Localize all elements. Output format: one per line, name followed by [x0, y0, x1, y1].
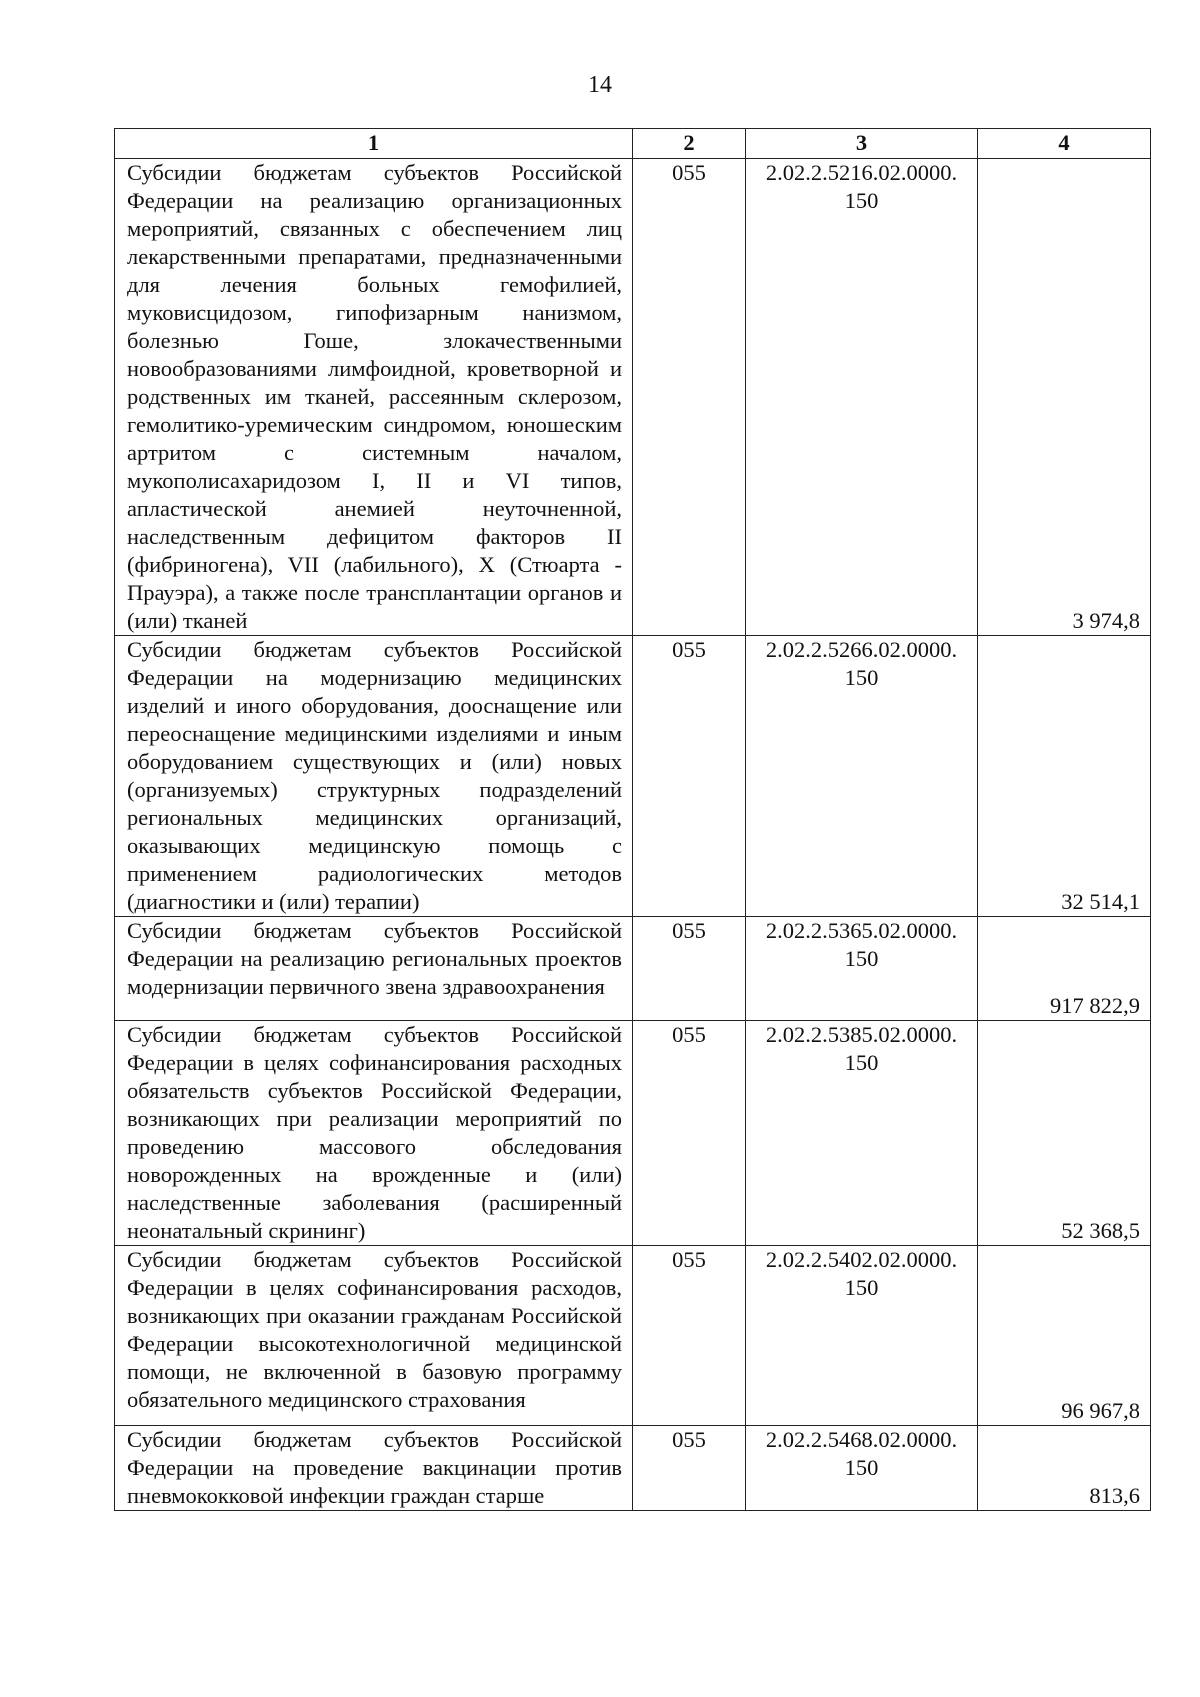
row-admin-code: 055: [633, 917, 746, 1021]
row-budget-code: [746, 1246, 978, 1426]
budget-table: [114, 128, 1151, 1511]
row-budget-code: [746, 1021, 978, 1246]
row-description: Субсидии бюджетам субъектов Российской Федерации на модернизацию медицинских изделий и иного оборудования, дооснащение или переоснащение медицинскими изделиями и иным оборудованием существующих и (или) новых (организуемых) структурных подразделений региональных медицинских организаций, оказывающих медицинскую помощь с применением радиологических методов (диагностики и (или) терапии): [127, 637, 622, 914]
table-row: [115, 159, 1151, 636]
row-description: Субсидии бюджетам субъектов Российской Федерации в целях софинансирования расходных обязательств субъектов Российской Федерации, возникающих при реализации мероприятий по проведению массового обследования новорожденных на врожденные и (или) наследственные заболевания (расширенный неонатальный скрининг): [127, 1022, 622, 1243]
budget-code-line-2: 150: [844, 1275, 879, 1300]
row-budget-code: [746, 636, 978, 917]
budget-code-line-1: 2.02.2.5365.02.0000.: [765, 918, 958, 943]
column-header-3: 3: [746, 129, 978, 159]
table-row: [115, 1021, 1151, 1246]
page-number: 14: [588, 72, 612, 98]
row-amount: 813,6: [978, 1426, 1151, 1511]
column-header-4: 4: [978, 129, 1151, 159]
budget-code-line-1: 2.02.2.5402.02.0000.: [765, 1247, 958, 1272]
row-description: Субсидии бюджетам субъектов Российской Федерации на проведение вакцинации против пневмококковой инфекции граждан старше: [127, 1427, 622, 1508]
row-admin-code: 055: [633, 159, 746, 636]
budget-code-line-1: 2.02.2.5216.02.0000.: [765, 160, 958, 185]
row-amount: 3 974,8: [978, 159, 1151, 636]
row-admin-code: 055: [633, 636, 746, 917]
row-amount: 917 822,9: [978, 917, 1151, 1021]
table-row: [115, 636, 1151, 917]
row-budget-code: [746, 1426, 978, 1511]
row-description: Субсидии бюджетам субъектов Российской Федерации на реализацию организационных мероприятий, связанных с обеспечением лиц лекарственными препаратами, предназначенными для лечения больных гемофилией, муковисцидозом, гипофизарным нанизмом, болезнью Гоше, злокачественными новообразованиями лимфоидной, кроветворной и родственных им тканей, рассеянным склерозом, гемолитико-уремическим синдромом, юношеским артритом с системным началом, мукополисахаридозом I, II и VI типов, апластической анемией неуточненной, наследственным дефицитом факторов II (фибриногена), VII (лабильного), X (Стюарта - Прауэра), а также после трансплантации органов и (или) тканей: [127, 160, 622, 633]
table-row: [115, 917, 1151, 1021]
column-header-2: 2: [633, 129, 746, 159]
row-amount: 96 967,8: [978, 1246, 1151, 1426]
column-header-1: 1: [115, 129, 633, 159]
row-admin-code: 055: [633, 1426, 746, 1511]
row-description: Субсидии бюджетам субъектов Российской Федерации на реализацию региональных проектов модернизации первичного звена здравоохранения: [127, 918, 622, 999]
budget-code-line-1: 2.02.2.5468.02.0000.: [765, 1427, 958, 1452]
row-budget-code: [746, 917, 978, 1021]
budget-code-line-2: 150: [844, 665, 879, 690]
row-amount: 52 368,5: [978, 1021, 1151, 1246]
budget-code-line-2: 150: [844, 1455, 879, 1480]
budget-code-line-1: 2.02.2.5385.02.0000.: [765, 1022, 958, 1047]
budget-code-line-2: 150: [844, 946, 879, 971]
budget-code-line-2: 150: [844, 188, 879, 213]
row-amount: 32 514,1: [978, 636, 1151, 917]
table-header-row: [115, 129, 1151, 159]
row-admin-code: 055: [633, 1021, 746, 1246]
row-description: Субсидии бюджетам субъектов Российской Федерации в целях софинансирования расходов, возникающих при оказании гражданам Российской Федерации высокотехнологичной медицинской помощи, не включенной в базовую программу обязательного медицинского страхования: [127, 1247, 622, 1412]
row-admin-code: 055: [633, 1246, 746, 1426]
table-row: [115, 1246, 1151, 1426]
budget-code-line-1: 2.02.2.5266.02.0000.: [765, 637, 958, 662]
budget-code-line-2: 150: [844, 1050, 879, 1075]
row-budget-code: [746, 159, 978, 636]
table-row: [115, 1426, 1151, 1511]
